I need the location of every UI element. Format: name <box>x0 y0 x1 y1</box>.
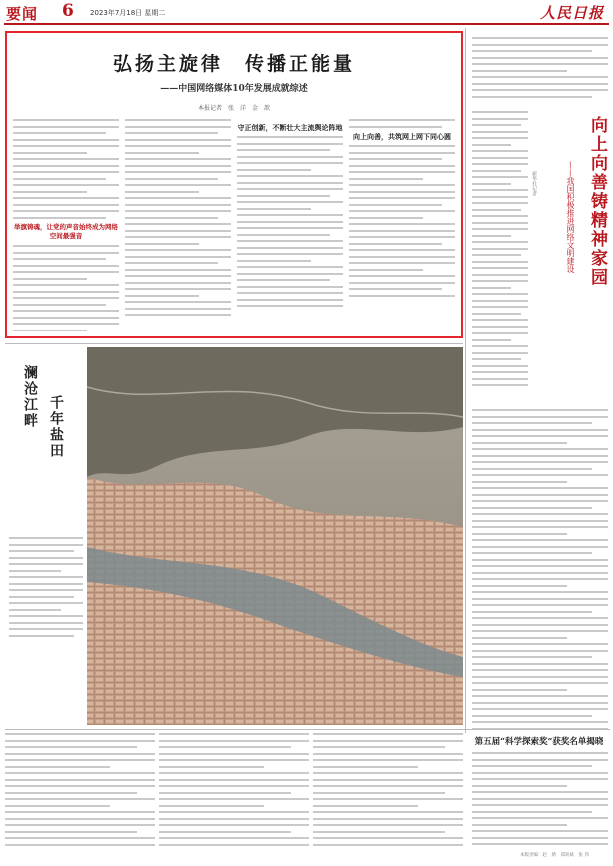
photo-title-1: 澜沧江畔 <box>22 365 38 429</box>
section-name: 要闻 <box>6 5 39 23</box>
bottom-left-col-2 <box>159 733 309 853</box>
right-column-article[interactable] <box>468 31 610 731</box>
article-column-1 <box>13 119 119 331</box>
article-column-4 <box>349 119 455 331</box>
science-award-article <box>468 752 610 852</box>
photo-caption-text <box>9 537 83 707</box>
article-headline: 弘扬主旋律 传播正能量 <box>112 53 355 75</box>
bottom-divider <box>5 729 610 730</box>
section-head-1: 举旗铸魂，让党的声音始终成为网络空间最强音 <box>14 223 118 240</box>
bottom-left-articles[interactable] <box>5 733 463 858</box>
photo-title-2: 千年盐田 <box>48 395 64 459</box>
article-subhead: ——中国网络媒体10年发展成就综述 <box>160 84 308 94</box>
right-intro-text <box>472 37 608 107</box>
article-column-3 <box>237 119 343 331</box>
issue-date: 2023年7月18日 星期二 <box>90 9 166 17</box>
right-body-text <box>472 111 528 401</box>
page-number: 6 <box>62 1 74 21</box>
science-award-headline[interactable]: 第五届“科学探索奖”获奖名单揭晓 <box>474 737 604 747</box>
science-award-text <box>472 752 608 848</box>
article-column-2 <box>125 119 231 331</box>
header-rule <box>4 23 609 25</box>
column-divider <box>465 28 466 733</box>
masthead <box>0 0 613 24</box>
right-article-author: 新华社记者 <box>531 171 537 196</box>
section-head-3: 向上向善，共筑网上网下同心圆 <box>353 132 451 141</box>
newspaper-logo: 人民日报 <box>540 4 605 22</box>
right-article-title: 向上向善铸精神家园 <box>587 116 607 287</box>
right-article-subtitle: ——我国积极推进网络文明建设 <box>566 161 575 273</box>
main-article[interactable] <box>5 31 463 338</box>
bottom-left-col-3 <box>313 733 463 853</box>
bottom-left-col-1 <box>5 733 155 853</box>
page-editors: 本版责编：赵 婧 郑轶斌 张 伟 <box>520 853 589 858</box>
article-byline: 本报记者 张 洋 金 歆 <box>197 105 270 112</box>
right-lower-text <box>472 409 608 729</box>
section-head-2: 守正创新，不断壮大主流舆论阵地 <box>237 123 343 132</box>
section-divider <box>5 343 463 344</box>
